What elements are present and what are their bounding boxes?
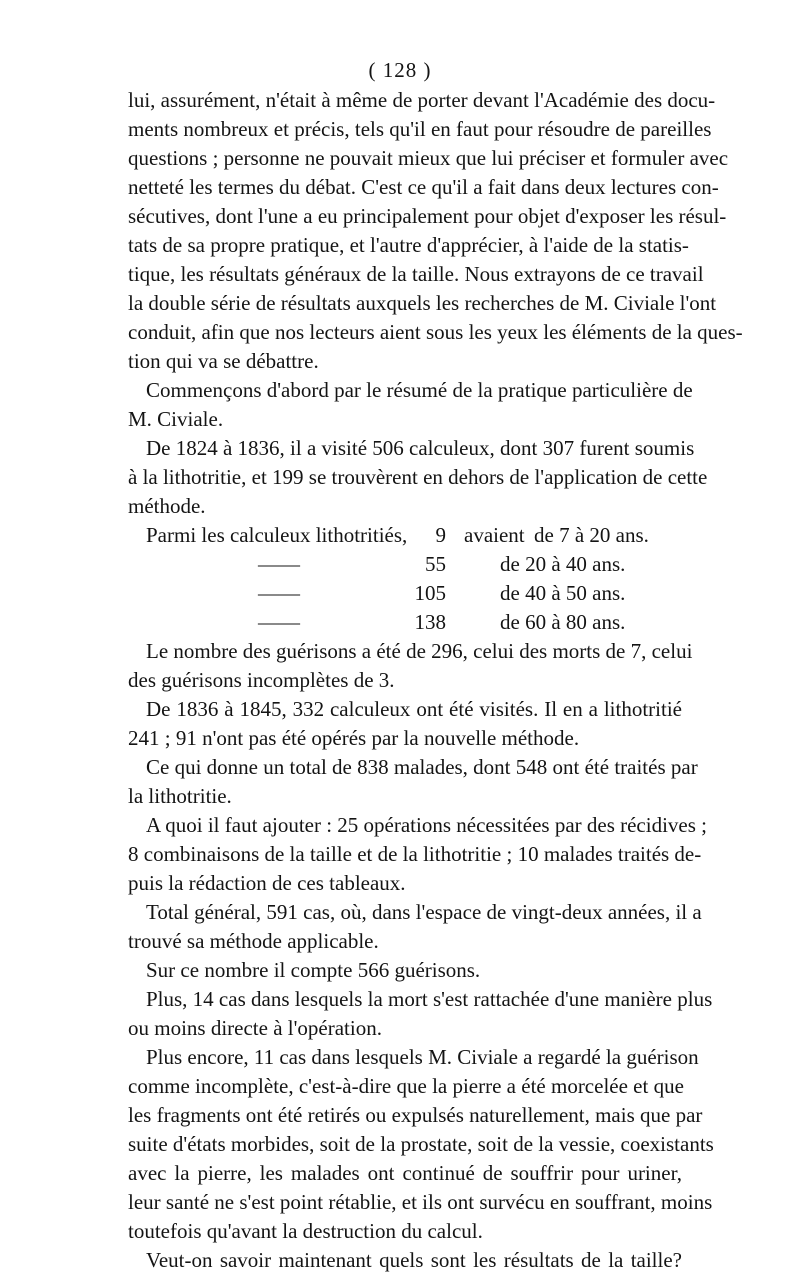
text-line: avec la pierre, les malades ont continué de souffrir pour uriner,: [128, 1161, 682, 1185]
paragraph: [128, 637, 693, 695]
ditto-dash: ——: [258, 610, 300, 634]
text-line: conduit, afin que nos lecteurs aient sous les yeux les éléments de la ques-: [128, 320, 743, 344]
paragraph: [128, 434, 708, 521]
text-line: toutefois qu'avant la destruction du calcul.: [128, 1219, 483, 1243]
paragraph: [128, 1043, 714, 1246]
paragraph: [128, 86, 743, 376]
text-line: trouvé sa méthode applicable.: [128, 929, 379, 953]
table-count: 105: [414, 581, 446, 605]
text-line: lui, assurément, n'était à même de porter devant l'Académie des docu-: [128, 88, 716, 112]
text-line: ments nombreux et précis, tels qu'il en faut pour résoudre de pareilles: [128, 117, 712, 141]
text-line: suite d'états morbides, soit de la prostate, soit de la vessie, coexistants: [128, 1132, 714, 1156]
table-count: 55: [425, 552, 446, 576]
paragraph: [128, 898, 702, 956]
text-line: tion qui va se débattre.: [128, 349, 319, 373]
text-line: méthode.: [128, 494, 206, 518]
page-body: [128, 86, 743, 1275]
paragraph: [128, 956, 682, 985]
table-count: 138: [414, 610, 446, 634]
paragraph: [128, 695, 682, 753]
text-line: tique, les résultats généraux de la taille. Nous extrayons de ce travail: [128, 262, 704, 286]
table-count: 9: [435, 523, 446, 547]
text-line: puis la rédaction de ces tableaux.: [128, 871, 406, 895]
text-line: ou moins directe à l'opération.: [128, 1016, 382, 1040]
text-line: comme incomplète, c'est-à-dire que la pierre a été morcelée et que: [128, 1074, 684, 1098]
text-line: Sur ce nombre il compte 566 guérisons.: [146, 958, 481, 982]
age-table: [128, 521, 682, 637]
ditto-dash: ——: [258, 552, 300, 576]
text-line: netteté les termes du débat. C'est ce qu'il a fait dans deux lectures con-: [128, 175, 719, 199]
table-prefix: avaient: [464, 523, 525, 547]
table-range: de 7 à 20 ans.: [534, 523, 649, 547]
text-line: Veut-on savoir maintenant quels sont les résultats de la taille?: [146, 1248, 682, 1272]
table-range: de 40 à 50 ans.: [500, 581, 626, 605]
page-number: ( 128 ): [368, 58, 432, 82]
text-line: les fragments ont été retirés ou expulsés naturellement, mais que par: [128, 1103, 703, 1127]
text-line: Ce qui donne un total de 838 malades, dont 548 ont été traités par: [146, 755, 698, 779]
table-range: de 60 à 80 ans.: [500, 610, 626, 634]
text-line: Plus, 14 cas dans lesquels la mort s'est rattachée d'une manière plus: [146, 987, 713, 1011]
text-line: Plus encore, 11 cas dans lesquels M. Civiale a regardé la guérison: [146, 1045, 699, 1069]
paragraph: [128, 376, 693, 434]
text-line: sécutives, dont l'une a eu principalement pour objet d'exposer les résul-: [128, 204, 727, 228]
text-line: De 1836 à 1845, 332 calculeux ont été visités. Il en a lithotritié: [146, 697, 682, 721]
table-range: de 20 à 40 ans.: [500, 552, 626, 576]
text-line: Le nombre des guérisons a été de 296, celui des morts de 7, celui: [146, 639, 693, 663]
paragraph: [128, 753, 698, 811]
text-line: Total général, 591 cas, où, dans l'espace de vingt-deux années, il a: [146, 900, 702, 924]
text-line: des guérisons incomplètes de 3.: [128, 668, 395, 692]
text-line: De 1824 à 1836, il a visité 506 calculeux, dont 307 furent soumis: [146, 436, 695, 460]
text-line: leur santé ne s'est point rétablie, et ils ont survécu en souffrant, moins: [128, 1190, 713, 1214]
paragraph: [128, 985, 713, 1043]
text-line: la double série de résultats auxquels les recherches de M. Civiale l'ont: [128, 291, 717, 315]
text-line: 8 combinaisons de la taille et de la lithotritie ; 10 malades traités de-: [128, 842, 702, 866]
ditto-dash: ——: [258, 581, 300, 605]
text-line: Commençons d'abord par le résumé de la pratique particulière de: [146, 378, 693, 402]
text-line: A quoi il faut ajouter : 25 opérations nécessitées par des récidives ;: [146, 813, 708, 837]
table-row: [128, 608, 682, 637]
paragraph: [128, 1246, 682, 1275]
text-line: M. Civiale.: [128, 407, 224, 431]
text-line: la lithotritie.: [128, 784, 232, 808]
text-line: à la lithotritie, et 199 se trouvèrent en dehors de l'application de cette: [128, 465, 708, 489]
table-label: Parmi les calculeux lithotritiés,: [146, 523, 408, 547]
text-line: 241 ; 91 n'ont pas été opérés par la nouvelle méthode.: [128, 726, 580, 750]
table-row: [128, 550, 682, 579]
table-row: [128, 521, 682, 550]
table-row: [128, 579, 682, 608]
text-line: questions ; personne ne pouvait mieux que lui préciser et formuler avec: [128, 146, 729, 170]
text-line: tats de sa propre pratique, et l'autre d'apprécier, à l'aide de la statis-: [128, 233, 689, 257]
paragraph: [128, 811, 708, 898]
